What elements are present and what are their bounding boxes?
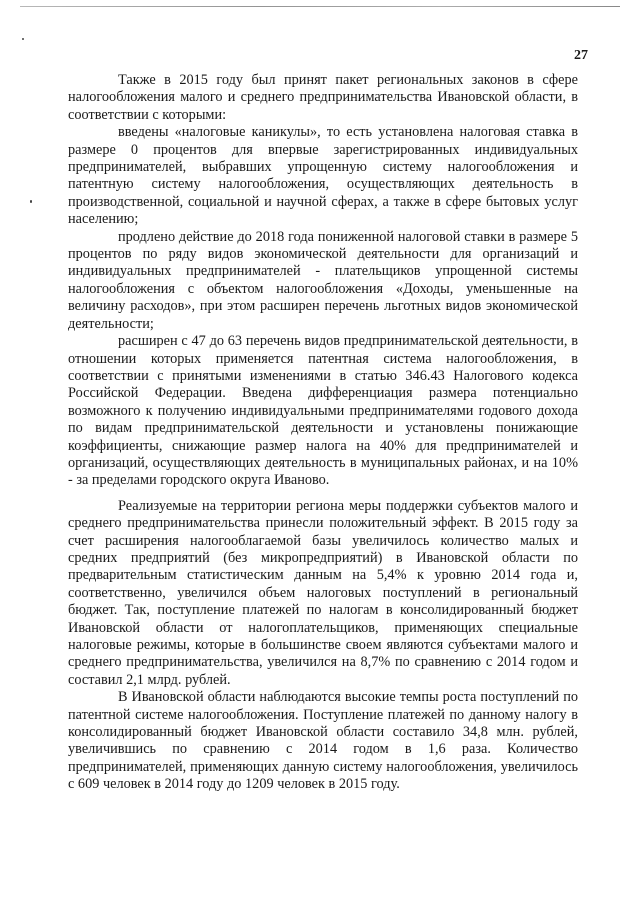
paragraph-reduced-rate: продлено действие до 2018 года пониженной налоговой ставки в размере 5 процентов по ряду видов экономической деятельности для организаций и индивидуальных предпринимателей - плательщиков упрощенной системы налогообложения с объектом налогообложения «Доходы, уменьшенные на величину расходов», при этом расширен перечень льготных видов экономической деятельности; — [68, 228, 578, 332]
page-number: 27 — [574, 48, 588, 63]
paragraph-intro: Также в 2015 году был принят пакет региональных законов в сфере налогообложения малого и среднего предпринимательства Ивановской области, в соответствии с которыми: — [68, 72, 578, 123]
paragraph-effect: Реализуемые на территории региона меры поддержки субъектов малого и среднего предпринимательства принесли положительный эффект. В 2015 году за счет расширения налогооблагаемой базы увеличилось количество малых и средних предприятий (без микропредприятий) в Ивановской области по предварительным статистическим данным на 5,4% к уровню 2014 года и, соответственно, увеличился объем налоговых поступлений в региональный бюджет. Так, поступление платежей по налогам в консолидированный бюджет Ивановской области от налогоплательщиков, применяющих специальные налоговые режимы, которые в большинстве своем являются субъектами малого и среднего предпринимательства, увеличился на 8,7% по сравнению с 2014 годом и составил 2,1 млрд. рублей. — [68, 497, 578, 688]
paragraph-patent-growth: В Ивановской области наблюдаются высокие темпы роста поступлений по патентной системе налогообложения. Поступление платежей по данному налогу в консолидированный бюджет Ивановской области составило 34,8 млн. рублей, увеличившись по сравнению с 2014 годом в 1,6 раза. Количество предпринимателей, применяющих данную систему налогообложения, увеличилось с 609 человек в 2014 году до 1209 человек в 2015 году. — [68, 689, 578, 793]
scan-speck — [22, 38, 24, 40]
paragraph-patent-expansion: расширен с 47 до 63 перечень видов предпринимательской деятельности, в отношении которых применяется патентная система налогообложения, в соответствии с принятыми изменениями в статью 346.43 Налогового кодекса Российской Федерации. Введена дифференциация размера потенциально возможного к получению индивидуальными предпринимателями годового дохода по видам предпринимательской деятельности и установлены понижающие коэффициенты, снижающие размер налога на 40% для предпринимателей и организаций, осуществляющих деятельность в муниципальных районах, и на 10% - за пределами городского округа Иваново. — [68, 333, 578, 489]
paragraph-tax-holidays: введены «налоговые каникулы», то есть установлена налоговая ставка в размере 0 процентов для впервые зарегистрированных индивидуальных предпринимателей, выбравших упрощенную систему налогообложения и патентную систему налогообложения, осуществляющих деятельность в производственной, социальной и научной сферах, а также в сфере бытовых услуг населению; — [68, 124, 578, 228]
scan-speck — [30, 200, 32, 203]
document-body — [68, 72, 578, 794]
scan-edge-line — [20, 6, 620, 7]
